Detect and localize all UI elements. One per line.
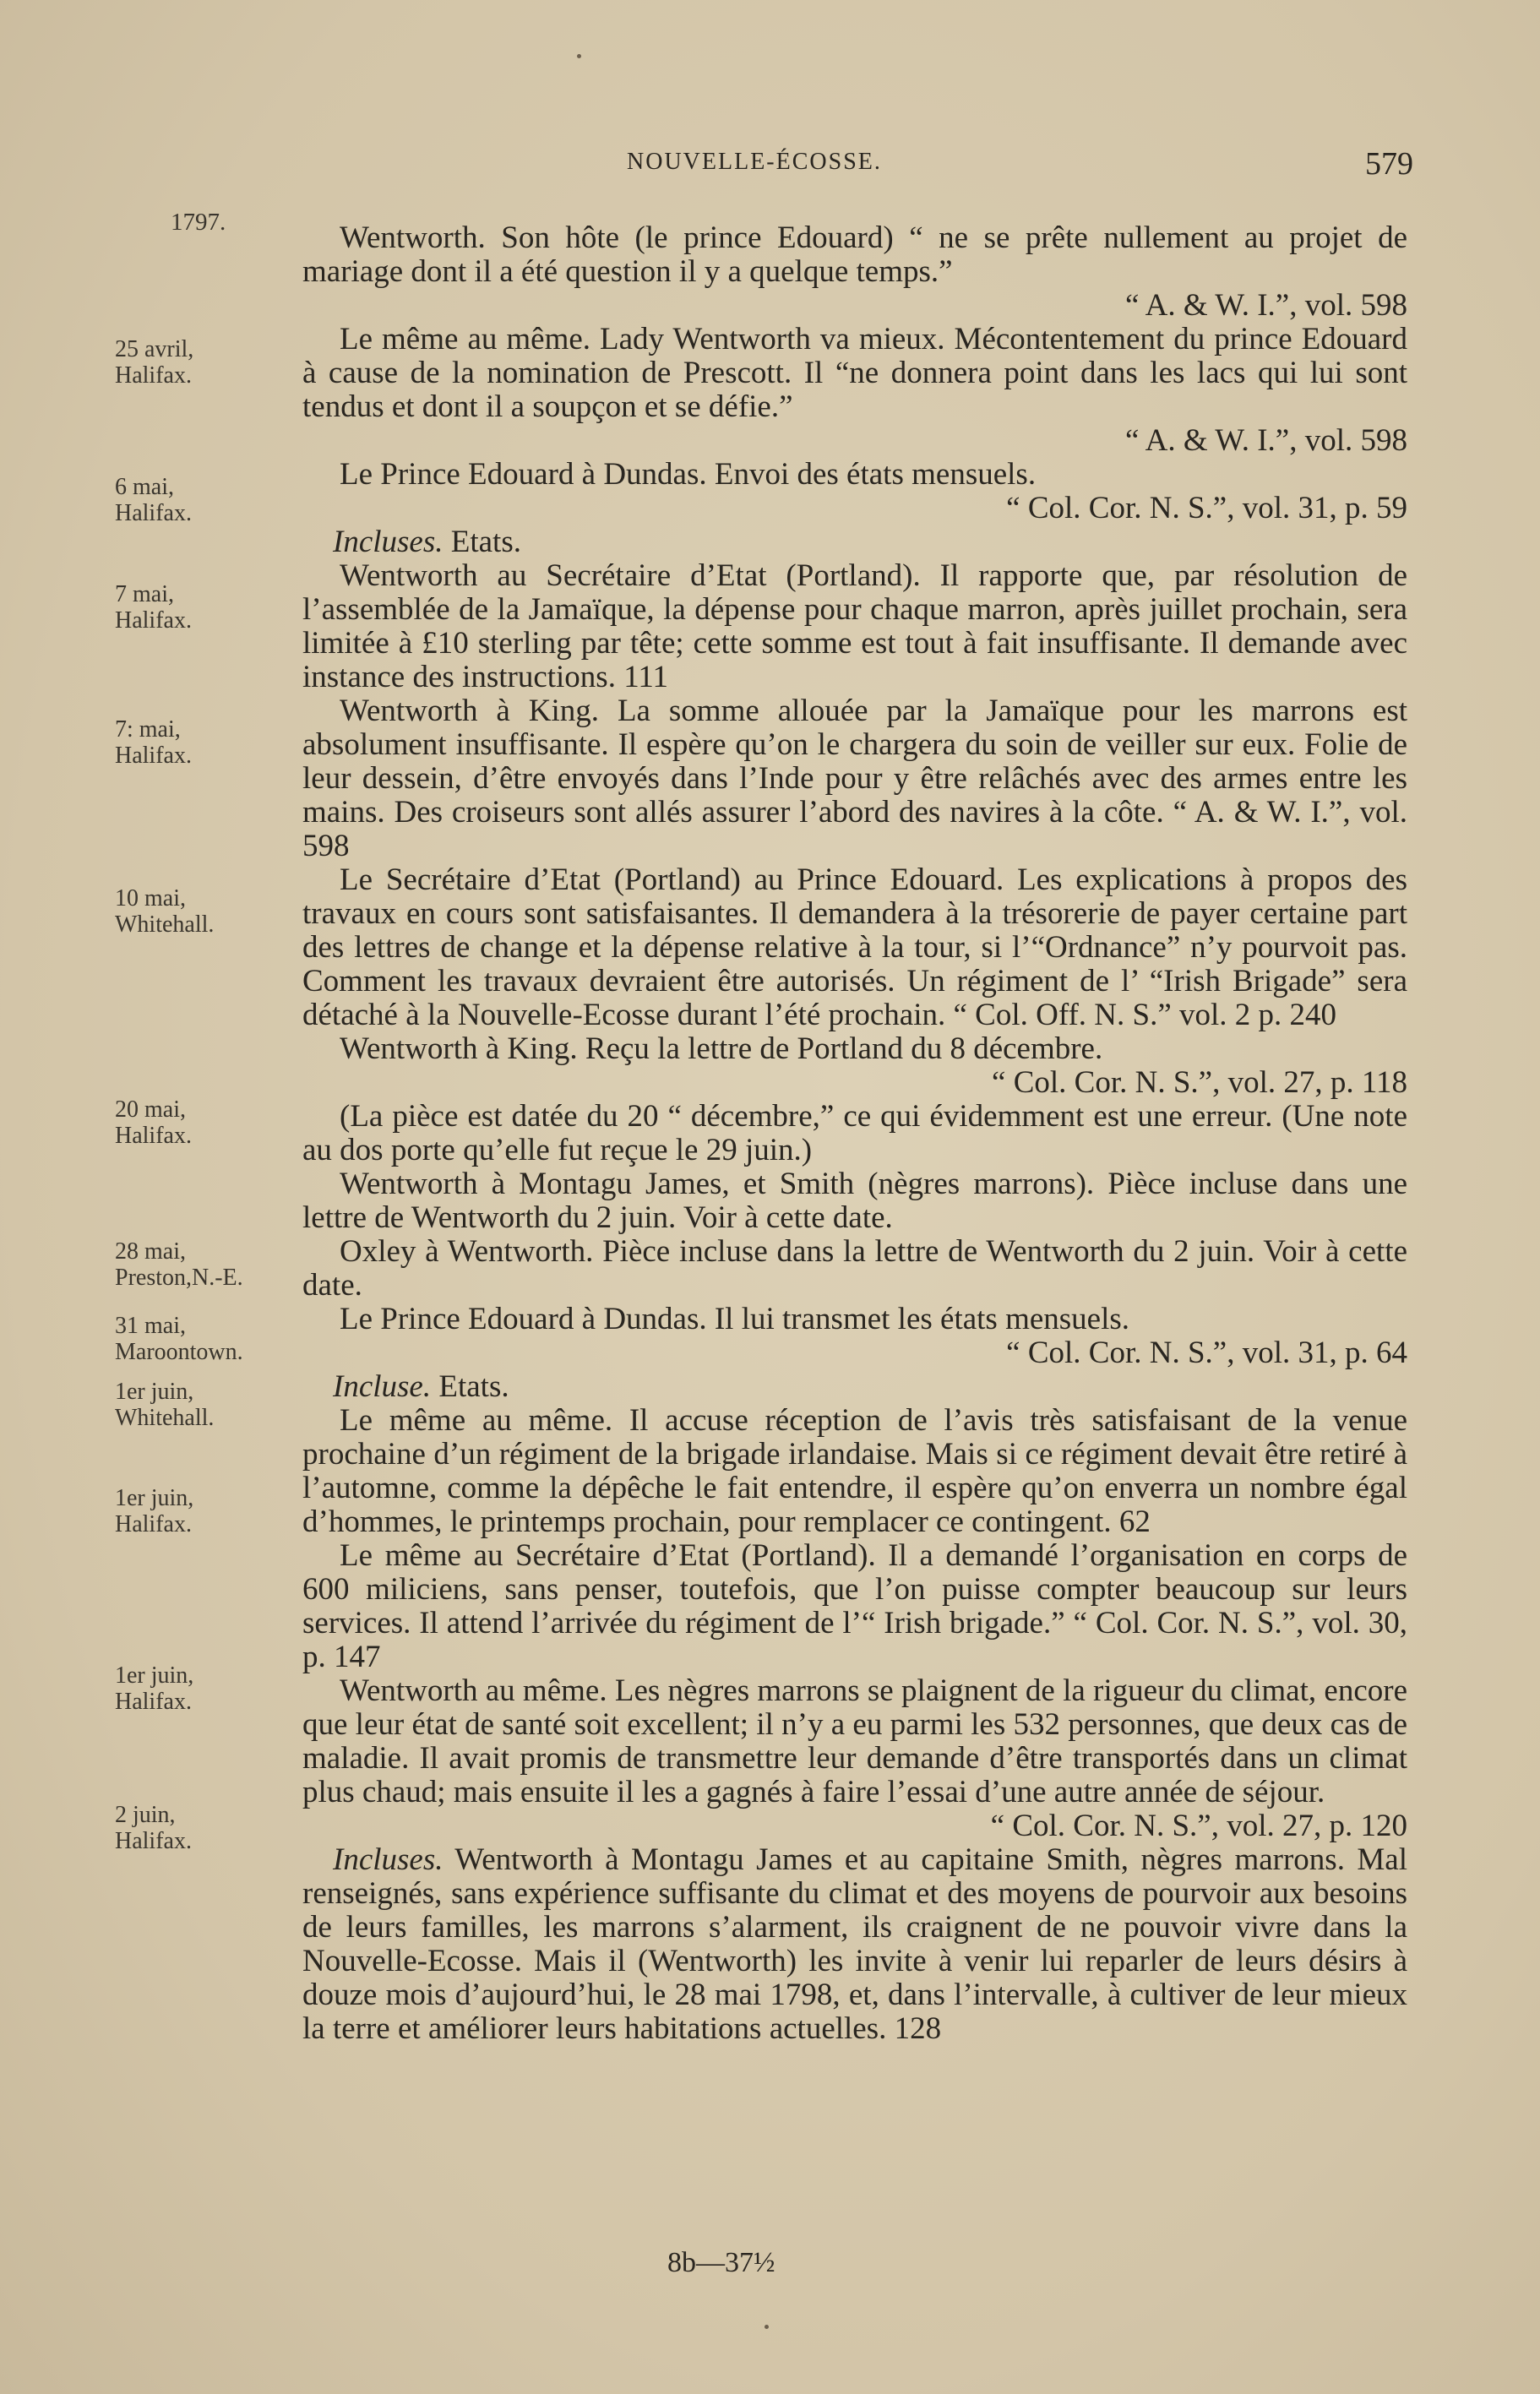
margin-date: 10 mai, Whitehall. (115, 885, 215, 938)
entry: Le même au même. Lady Wentworth va mieux. Mécontentement du prince Edouard à cause de la nomination de Prescott. Il “ne donnera point dans les lacs qui lui sont tendus et dont il a soupçon et se défie.” “ A. & W. I.”, vol. 598 (302, 322, 1407, 458)
margin-date: 1er juin, Whitehall. (115, 1379, 215, 1431)
entry: (La pièce est datée du 20 “ décembre,” ce qui évidemment est une erreur. (Une note au dos porte qu’elle fut reçue le 29 juin.) (302, 1099, 1407, 1167)
inclusion-note: Incluses. Etats. (333, 525, 521, 559)
printer-signature: 8b—37½ (667, 2247, 775, 2278)
entry: Le même au Secrétaire d’Etat (Portland). Il a demandé l’organisation en corps de 600 miliciens, sans penser, toutefois, que l’on puisse compter beaucoup sur leurs services. Il attend l’arrivée du régiment de l’“ Irish brigade.” “ Col. Cor. N. S.”, vol. 30, p. 147 (302, 1538, 1407, 1674)
body-text (302, 221, 1407, 2046)
archive-reference: “ Col. Cor. N. S.”, vol. 31, p. 64 (1006, 1336, 1407, 1370)
running-title: NOUVELLE-ÉCOSSE. (627, 149, 882, 175)
page-number: 579 (1365, 146, 1413, 182)
entry: Le Prince Edouard à Dundas. Il lui transmet les états mensuels. “ Col. Cor. N. S.”, vol. 31, p. 64 (302, 1303, 1407, 1370)
margin-date: 7 mai, Halifax. (115, 581, 192, 634)
entry: Wentworth au même. Les nègres marrons se plaignent de la rigueur du climat, encore que leur état de santé soit excellent; il n’y a eu parmi les 532 personnes, que deux cas de maladie. Il avait promis de transmettre leur demande d’être transportés dans un climat plus chaud; mais ensuite il les a gagnés à faire l’essai d’une autre année de séjour. “ Col. Cor. N. S.”, vol. 27, p. 120 (302, 1673, 1407, 1843)
archive-reference: “ A. & W. I.”, vol. 598 (1124, 423, 1407, 458)
entry: Wentworth. Son hôte (le prince Edouard) “ ne se prête nullement au projet de mariage dont il a été question il y a quelque temps.” “ A. & W. I.”, vol. 598 (302, 220, 1407, 323)
inclusion-note: Incluse. Etats. (333, 1369, 509, 1404)
entry: Le Secrétaire d’Etat (Portland) au Prince Edouard. Les explications à propos des travaux en cours sont satisfaisantes. Il demandera à la trésorerie de payer certaine part des lettres de change et la dépense relative à la tour, si l’“Ordnance” n’y pourvoit pas. Comment les travaux devraient être autorisés. Un régiment de l’ “Irish Brigade” sera détaché à la Nouvelle-Ecosse durant l’été prochain. “ Col. Off. N. S.” vol. 2 p. 240 (302, 862, 1407, 1032)
archive-reference: “ Col. Cor. N. S.”, vol. 27, p. 120 (990, 1809, 1407, 1843)
paper-speck (765, 2325, 769, 2329)
inclusion-note: Incluses. Wentworth à Montagu James et au capitaine Smith, nègres marrons. Mal renseignés, sans expérience suffisante du climat et des moyens de pourvoir aux besoins de leurs familles, les marrons s’alarment, ils craignent de ne pouvoir vivre dans la Nouvelle-Ecosse. Mais il (Wentworth) les invite à venir lui reparler de leurs désirs à douze mois d’aujourd’hui, le 28 mai 1798, et, dans l’intervalle, à cultiver de leur mieux la terre et améliorer leurs habitations actuelles. 128 (302, 1842, 1407, 2046)
margin-date: 1er juin, Halifax. (115, 1662, 194, 1715)
archive-reference: “ Col. Cor. N. S.”, vol. 31, p. 59 (1006, 491, 1407, 525)
margin-date: 7: mai, Halifax. (115, 716, 192, 769)
margin-date: 31 mai, Maroontown. (115, 1313, 243, 1365)
margin-date: 25 avril, Halifax. (115, 336, 194, 389)
margin-year: 1797. (171, 209, 226, 236)
margin-date: 6 mai, Halifax. (115, 474, 192, 526)
archive-reference: “ Col. Cor. N. S.”, vol. 27, p. 118 (992, 1065, 1407, 1100)
entry: Wentworth à King. Reçu la lettre de Portland du 8 décembre. “ Col. Cor. N. S.”, vol. 27, p. 118 (302, 1032, 1407, 1100)
entry: Le même au même. Il accuse réception de l’avis très satisfaisant de la venue prochaine d’un régiment de la brigade irlandaise. Mais si ce régiment devait être retiré à l’automne, comme la dépêche le fait entendre, il espère qu’on enverra un nombre égal d’hommes, le printemps prochain, pour remplacer ce contingent. 62 (302, 1403, 1407, 1539)
margin-date: 1er juin, Halifax. (115, 1485, 194, 1537)
entry: Wentworth à Montagu James, et Smith (nègres marrons). Pièce incluse dans une lettre de Wentworth du 2 juin. Voir à cette date. (302, 1167, 1407, 1235)
archive-reference: “ A. & W. I.”, vol. 598 (1124, 288, 1407, 323)
entry: Le Prince Edouard à Dundas. Envoi des états mensuels. “ Col. Cor. N. S.”, vol. 31, p. 59 (302, 458, 1407, 525)
margin-date: 28 mai, Preston,N.-E. (115, 1238, 243, 1291)
page-header (304, 145, 1413, 188)
entry: Wentworth à King. La somme allouée par la Jamaïque pour les marrons est absolument insuffisante. Il espère qu’on le chargera du soin de veiller sur eux. Folie de leur dessein, d’être envoyés dans l’Inde pour y être relâchés avec des armes entre les mains. Des croiseurs sont allés assurer l’abord des navires à la côte. “ A. & W. I.”, vol. 598 (302, 694, 1407, 863)
margin-date: 20 mai, Halifax. (115, 1096, 192, 1149)
margin-date: 2 juin, Halifax. (115, 1802, 192, 1854)
entry: Oxley à Wentworth. Pièce incluse dans la lettre de Wentworth du 2 juin. Voir à cette date. (302, 1234, 1407, 1303)
paper-speck (577, 54, 581, 58)
entry: Wentworth au Secrétaire d’Etat (Portland). Il rapporte que, par résolution de l’assemblée de la Jamaïque, la dépense pour chaque marron, après juillet prochain, sera limitée à £10 sterling par tête; cette somme est tout à fait insuffisante. Il demande avec instance des instructions. 111 (302, 558, 1407, 694)
